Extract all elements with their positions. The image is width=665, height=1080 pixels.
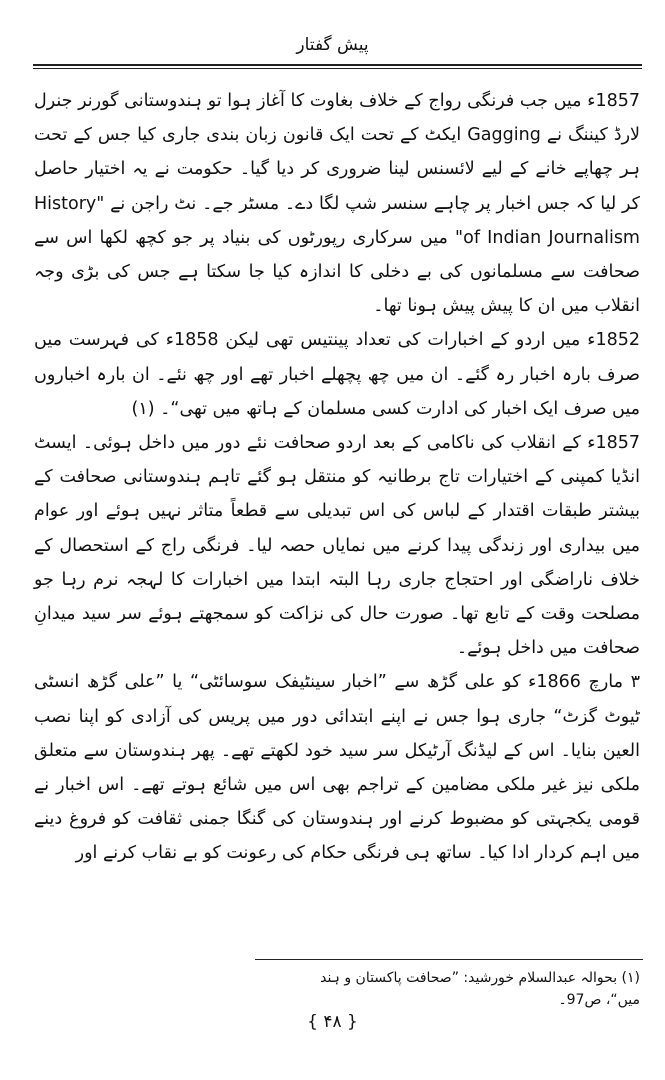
paragraph-4: ۳ مارچ 1866ء کو علی گڑھ سے ”اخبار سینٹیفک سوسائٹی“ یا ”علی گڑھ انسٹی ٹیوٹ گزٹ“ جاری ہوا جس نے اپنے ابتدائی دور میں پریس کی آزادی کو اپنا نصب العین بنایا۔ اس کے لیڈنگ آرٹیکل سر سید خود لکھتے تھے۔ پھر ہندوستان سے متعلق ملکی نیز غیر ملکی مضامین کے تراجم بھی اس میں شائع ہوتے تھے۔ اس اخبار نے قومی یکجہتی کو مضبوط کرنے اور ہندوستان کی گنگا جمنی ثقافت کو فروغ دینے میں اہم کردار ادا کیا۔ ساتھ ہی فرنگی حکام کی رعونت کو بے نقاب کرنے اور xyxy=(34,672,640,864)
paragraph-2: 1852ء میں اردو کے اخبارات کی تعداد پینتیس تھی لیکن 1858ء کی فہرست میں صرف بارہ اخبار رہ گئے۔ ان میں چھ پچھلے اخبار تھے اور چھ نئے۔ ان بارہ اخباروں میں صرف ایک اخبار کی ادارت کسی مسلمان کے ہاتھ میں تھی“۔ (۱) xyxy=(34,330,640,419)
footnote: (۱) بحوالہ عبدالسلام خورشید: ”صحافت پاکستان و ہند میں“، ص97۔ xyxy=(320,970,640,1008)
header-rule-thick xyxy=(33,64,642,66)
header-rule-thin xyxy=(33,68,642,69)
footnote-rule xyxy=(255,959,643,960)
paragraph-3: 1857ء کے انقلاب کی ناکامی کے بعد اردو صحافت نئے دور میں داخل ہوئی۔ ایسٹ انڈیا کمپنی کے اختیارات تاج برطانیہ کو منتقل ہو گئے تاہم ہندوستانی صحافت کے بیشتر طبقات اقتدار کے لباس کی اس تبدیلی سے قطعاً متاثر نہیں ہوئے اور عوام میں بیداری اور زندگی پیدا کرنے میں نمایاں حصہ لیا۔ فرنگی راج کے استحصال کے خلاف ناراضگی اور احتجاج جاری رہا البتہ ابتدا میں اخبارات کا لہجہ نرم رہا جو مصلحت وقت کے تابع تھا۔ صورت حال کی نزاکت کو سمجھتے ہوئے سر سید میدانِ صحافت میں داخل ہوئے۔ xyxy=(34,433,640,659)
page-header-title: پیش گفتار xyxy=(296,35,369,55)
body-text xyxy=(34,84,640,871)
paragraph-1: 1857ء میں جب فرنگی رواج کے خلاف بغاوت کا آغاز ہوا تو ہندوستانی گورنر جنرل لارڈ کیننگ نے Gagging ایکٹ کے تحت ایک قانون زبان بندی جاری کیا جس کے تحت ہر چھاپے خانے کے لیے لائسنس لینا ضروری کر دیا گیا۔ حکومت نے یہ اختیار حاصل کر لیا کہ جس اخبار پر چاہے سنسر شپ لگا دے۔ مسٹر جے۔ نٹ راجن نے "History of Indian Journalism" میں سرکاری رپورٹوں کی بنیاد پر جو کچھ لکھا اس سے صحافت سے مسلمانوں کی بے دخلی کا اندازہ کیا جا سکتا ہے جس کی بڑی وجہ انقلاب میں ان کا پیش پیش ہونا تھا۔ xyxy=(34,91,640,317)
page-number: { ۴۸ } xyxy=(307,1012,358,1032)
